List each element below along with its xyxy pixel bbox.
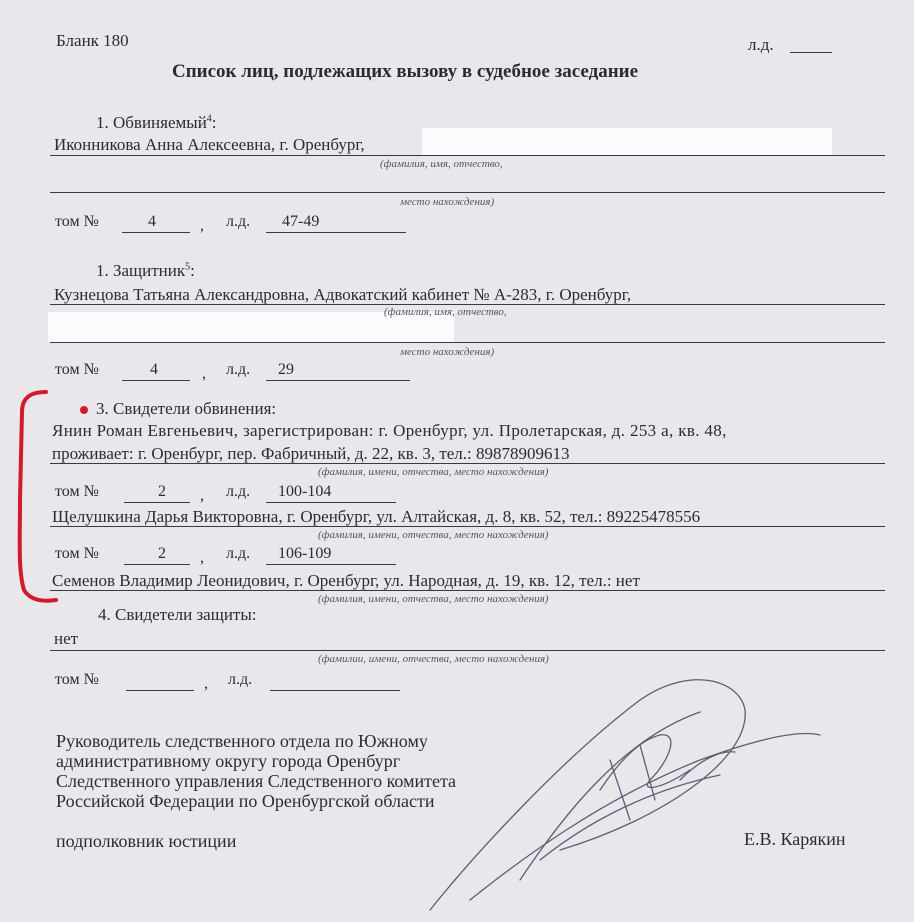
witness-2-line: Щелушкина Дарья Викторовна, г. Оренбург, ул. Алтайская, д. 8, кв. 52, тел.: 89225478556 — [52, 507, 701, 526]
signatory-line-2: административному округу города Оренбург — [56, 751, 401, 771]
defender-comma: , — [202, 365, 206, 382]
signatory-rank: подполковник юстиции — [56, 831, 237, 851]
witness-2-tom-label: том № — [55, 545, 99, 562]
signatory-name: Е.В. Карякин — [744, 829, 846, 849]
signatory-line-3: Следственного управления Следственного комитета — [56, 771, 457, 791]
witness-1-tom-value: 2 — [158, 483, 166, 500]
accused-text: Иконникова Анна Алексеевна, г. Оренбург, — [54, 135, 365, 154]
witness-1-caption: (фамилия, имени, отчества, место нахождения) — [318, 466, 549, 478]
document-title: Список лиц, подлежащих вызову в судебное заседание — [172, 61, 639, 82]
accused-tom-value: 4 — [148, 213, 156, 230]
witness-1-tom-label: том № — [55, 483, 99, 500]
signatory-line-1: Руководитель следственного отдела по Южному — [56, 731, 428, 751]
witness-2-ld-value: 106-109 — [278, 545, 332, 562]
defense-witnesses-caption: (фамилии, имени, отчества, место нахождения) — [318, 653, 549, 665]
accused-tom-label: том № — [55, 213, 99, 230]
header-ld-label: л.д. — [748, 35, 774, 54]
witness-2-ld-label: л.д. — [226, 545, 251, 562]
witness-2-tom-value: 2 — [158, 545, 166, 562]
prosecution-witnesses-heading: 3. Свидетели обвинения: — [96, 399, 277, 418]
defense-witnesses-text: нет — [54, 629, 79, 648]
accused-ld-value: 47-49 — [282, 213, 320, 230]
defender-caption-place: место нахождения) — [400, 346, 495, 358]
accused-caption-place: место нахождения) — [400, 196, 495, 208]
form-number: Бланк 180 — [56, 31, 129, 50]
witness-2-caption: (фамилия, имени, отчества, место нахождения) — [318, 529, 549, 541]
defender-ld-value: 29 — [278, 361, 294, 378]
witness-3-line: Семенов Владимир Леонидович, г. Оренбург, ул. Народная, д. 19, кв. 12, тел.: нет — [52, 571, 640, 590]
witness-1-ld-value: 100-104 — [278, 483, 332, 500]
witness-1-comma: , — [200, 487, 204, 504]
defender-footnote: 5 — [185, 261, 191, 273]
witness-1-ld-label: л.д. — [226, 483, 251, 500]
defense-ld-label: л.д. — [228, 671, 253, 688]
defense-witnesses-heading: 4. Свидетели защиты: — [98, 605, 257, 624]
accused-ld-label: л.д. — [226, 213, 251, 230]
witness-3-caption: (фамилия, имени, отчества, место нахождения) — [318, 593, 549, 605]
defender-text: Кузнецова Татьяна Александровна, Адвокатский кабинет № А-283, г. Оренбург, — [54, 285, 632, 304]
defense-comma: , — [204, 675, 208, 692]
defender-caption-name: (фамилия, имя, отчество, — [384, 306, 507, 318]
accused-caption-name: (фамилия, имя, отчество, — [380, 158, 503, 170]
defender-heading: 1. Защитник$^5$: — [96, 261, 195, 280]
defender-tom-label: том № — [55, 361, 99, 378]
defense-tom-label: том № — [55, 671, 99, 688]
witness-1-line-2: проживает: г. Оренбург, пер. Фабричный, д. 22, кв. 3, тел.: 89878909613 — [52, 444, 570, 463]
accused-comma: , — [200, 217, 204, 234]
signatory-line-4: Российской Федерации по Оренбургской области — [56, 791, 435, 811]
defender-tom-value: 4 — [150, 361, 158, 378]
witness-2-comma: , — [200, 549, 204, 566]
witness-1-line-1: Янин Роман Евгеньевич, зарегистрирован: г. Оренбург, ул. Пролетарская, д. 253 а, кв. 48, — [52, 421, 727, 440]
accused-footnote: 4 — [206, 113, 212, 125]
accused-heading: 1. Обвиняемый$^4$: — [96, 113, 217, 132]
defender-ld-label: л.д. — [226, 361, 251, 378]
